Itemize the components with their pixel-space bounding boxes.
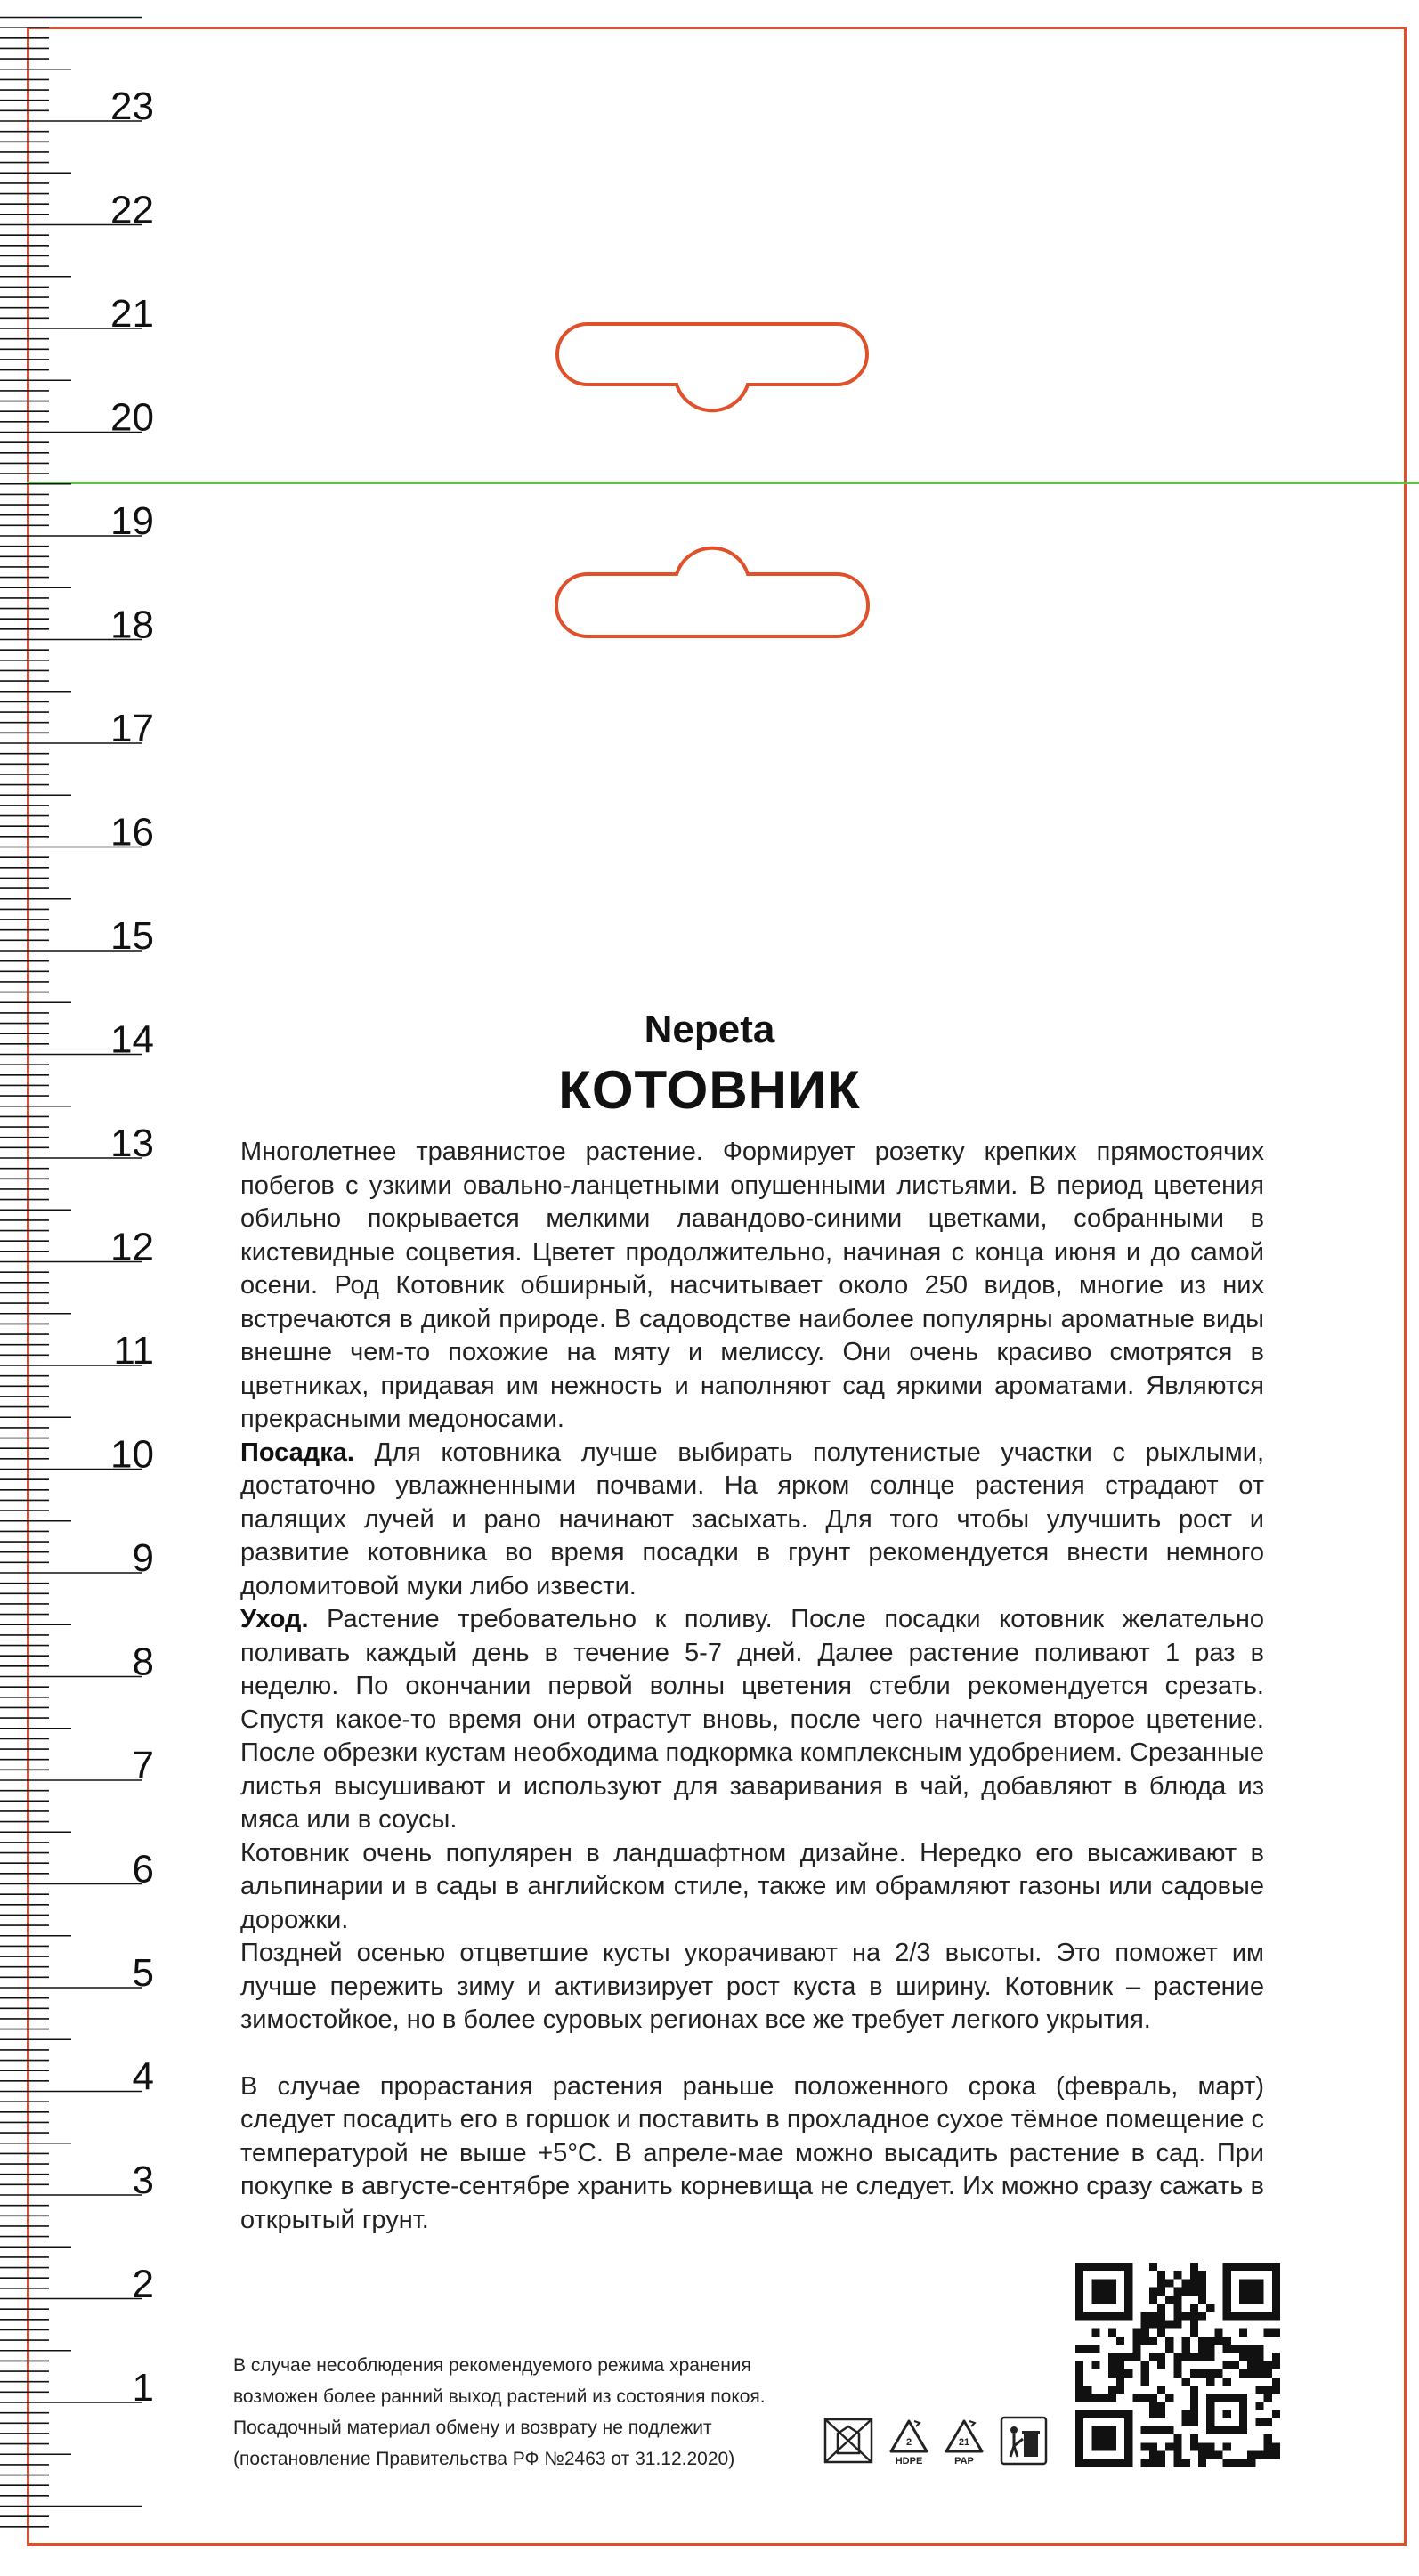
qr-module (1141, 2459, 1149, 2467)
qr-module (1255, 2418, 1263, 2426)
pap-recycle-icon (946, 2421, 982, 2467)
qr-module (1247, 2459, 1255, 2467)
qr-module (1116, 2386, 1124, 2394)
qr-module (1075, 2394, 1083, 2402)
qr-module (1190, 2279, 1198, 2287)
qr-module (1149, 2320, 1157, 2328)
qr-module (1264, 2418, 1272, 2426)
qr-module (1108, 2353, 1116, 2361)
qr-finder (1075, 2271, 1083, 2312)
qr-module (1264, 2394, 1272, 2402)
ruler-label: 4 (132, 2054, 154, 2099)
qr-module (1157, 2451, 1165, 2459)
qr-finder (1124, 2271, 1132, 2312)
qr-module (1149, 2426, 1157, 2434)
qr-module (1108, 2369, 1116, 2378)
qr-module (1223, 2337, 1231, 2345)
ruler-label: 22 (110, 188, 154, 232)
winter-paragraph: Поздней осенью отцветшие кусты укорачивают на 2/3 высоты. Это поможет им лучше пережить зиму и активизирует рост куста в ширину. Котовник – растение зимостойкое, но в более суровых регионах все же требует легкого укрытия. (240, 1939, 1264, 2034)
qr-module (1091, 2345, 1099, 2353)
ruler-label: 11 (113, 1329, 154, 1373)
qr-finder (1091, 2279, 1116, 2304)
qr-module (1141, 2320, 1149, 2328)
pap-code: 21 (958, 2437, 970, 2448)
qr-module (1206, 2451, 1214, 2459)
qr-module (1149, 2263, 1157, 2271)
ruler-label: 10 (110, 1432, 154, 1477)
qr-module (1165, 2426, 1173, 2434)
qr-module (1132, 2329, 1140, 2337)
ruler-label: 13 (110, 1122, 154, 1165)
qr-module (1157, 2361, 1165, 2369)
qr-module (1157, 2386, 1165, 2394)
qr-module (1173, 2288, 1181, 2296)
qr-module (1214, 2451, 1222, 2459)
qr-module (1141, 2426, 1149, 2434)
qr-module (1198, 2369, 1206, 2378)
qr-module (1157, 2304, 1165, 2312)
qr-module (1157, 2271, 1165, 2279)
qr-module (1190, 2410, 1198, 2418)
qr-module (1190, 2271, 1198, 2279)
qr-module (1247, 2451, 1255, 2459)
qr-module (1157, 2288, 1165, 2296)
ruler-label: 17 (110, 707, 154, 750)
care-paragraph (240, 1603, 1264, 1837)
qr-module (1075, 2361, 1083, 2369)
qr-finder (1239, 2279, 1264, 2304)
care-label: Уход. (240, 1605, 309, 1633)
qr-module (1198, 2451, 1206, 2459)
qr-module (1091, 2329, 1099, 2337)
qr-module (1198, 2312, 1206, 2320)
qr-module (1182, 2410, 1190, 2418)
qr-finder (1272, 2271, 1280, 2312)
qr-module (1141, 2337, 1149, 2345)
qr-module (1173, 2451, 1181, 2459)
qr-module (1190, 2369, 1198, 2378)
landscape-paragraph: Котовник очень популярен в ландшафтном дизайне. Нередко его высаживают в альпинарии и в сады в английском стиле, также им обрамляют газоны или садовые дорожки. (240, 1838, 1264, 1934)
qr-module (1100, 2394, 1108, 2402)
ruler-label: 14 (110, 1017, 154, 1062)
qr-module (1206, 2337, 1214, 2345)
pap-label: PAP (954, 2456, 974, 2467)
qr-module (1255, 2402, 1263, 2410)
paragraph-gap (240, 2037, 1264, 2070)
qr-module (1190, 2329, 1198, 2337)
qr-finder (1223, 2263, 1280, 2271)
qr-module (1190, 2434, 1198, 2442)
qr-module (1132, 2345, 1140, 2353)
qr-module (1157, 2329, 1165, 2337)
qr-module (1223, 2361, 1231, 2369)
qr-module (1247, 2353, 1255, 2361)
qr-module (1165, 2394, 1173, 2402)
qr-module (1255, 2353, 1263, 2361)
qr-module (1149, 2402, 1157, 2410)
qr-module (1182, 2312, 1190, 2320)
qr-module (1132, 2337, 1140, 2345)
qr-module (1214, 2337, 1222, 2345)
qr-finder (1075, 2312, 1132, 2320)
hdpe-code: 2 (905, 2437, 912, 2448)
recycling-icons (823, 2414, 1055, 2467)
qr-align (1206, 2402, 1214, 2426)
qr-module (1083, 2394, 1091, 2402)
qr-module (1272, 2329, 1280, 2337)
qr-module (1173, 2312, 1181, 2320)
hang-hole-bottom (534, 512, 890, 645)
qr-module (1190, 2320, 1198, 2328)
qr-module (1173, 2442, 1181, 2450)
no-food-contact-icon (825, 2419, 872, 2462)
qr-finder (1075, 2410, 1132, 2418)
storage-note (233, 2350, 856, 2475)
qr-module (1182, 2418, 1190, 2426)
qr-module (1108, 2386, 1116, 2394)
qr-module (1141, 2361, 1149, 2369)
early-sprouting-paragraph: В случае прорастания растения раньше положенного срока (февраль, март) следует посадить его в горшок и поставить в прохладное сухое тёмное помещение с температурой не выше +5°С. В апреле-мае можно высадить растение в сад. При покупке в августе-сентябре хранить корневища не следует. Их можно сразу сажать в открытый грунт. (240, 2071, 1264, 2234)
qr-module (1182, 2353, 1190, 2361)
qr-module (1141, 2369, 1149, 2378)
qr-module (1255, 2361, 1263, 2369)
ruler-label: 8 (132, 1640, 154, 1684)
qr-module (1173, 2271, 1181, 2279)
qr-module (1190, 2263, 1198, 2271)
planting-paragraph (240, 1437, 1264, 1604)
qr-module (1239, 2369, 1247, 2378)
ruler-label: 18 (110, 603, 154, 647)
qr-module (1190, 2353, 1198, 2361)
qr-module (1272, 2410, 1280, 2418)
qr-module (1264, 2434, 1272, 2442)
qr-module (1190, 2386, 1198, 2394)
qr-module (1149, 2337, 1157, 2345)
qr-module (1173, 2304, 1181, 2312)
qr-module (1075, 2386, 1083, 2394)
qr-module (1173, 2296, 1181, 2304)
qr-module (1157, 2402, 1165, 2410)
qr-module (1165, 2345, 1173, 2353)
qr-module (1141, 2442, 1149, 2450)
qr-module (1223, 2442, 1231, 2450)
qr-module (1272, 2353, 1280, 2361)
qr-module (1149, 2312, 1157, 2320)
qr-module (1272, 2386, 1280, 2394)
qr-module (1124, 2353, 1132, 2361)
qr-module (1255, 2386, 1263, 2394)
qr-module (1239, 2329, 1247, 2337)
qr-module (1198, 2279, 1206, 2287)
qr-module (1247, 2345, 1255, 2353)
ruler (0, 0, 154, 2576)
qr-module (1149, 2459, 1157, 2467)
qr-module (1182, 2459, 1190, 2467)
qr-module (1173, 2361, 1181, 2369)
planting-text: Для котовника лучше выбирать полутенистые участки с рыхлыми, достаточно увлажненными почвами. На ярком солнце растения страдают от палящих лучей и рано начинают засыхать. Для того чтобы улучшить рост и развитие котовника во время посадки в грунт рекомендуется внести немного доломитовой муки либо извести. (240, 1438, 1264, 1600)
hdpe-label: HDPE (895, 2456, 923, 2467)
qr-module (1264, 2369, 1272, 2378)
qr-module (1190, 2394, 1198, 2402)
qr-module (1165, 2442, 1173, 2450)
qr-module (1190, 2402, 1198, 2410)
qr-module (1157, 2353, 1165, 2361)
qr-module (1165, 2320, 1173, 2328)
planting-label: Посадка. (240, 1438, 354, 1467)
qr-module (1157, 2279, 1165, 2287)
description-paragraph: Многолетнее травянистое растение. Формирует розетку крепких прямостоячих побегов с узкими овально-ланцетными опушенными листьями. В период цветения обильно покрывается мелкими лавандово-синими цветками, собранными в кистевидные соцветия. Цветет продолжительно, начиная с конца июня и до самой осени. Род Котовник обширный, насчитывает около 250 видов, многие из них встречаются в дикой природе. В садоводстве наиболее популярны ароматные виды внешне чем-то похожие на мяту и мелиссу. Они очень красиво смотрятся в цветниках, придавая им нежность и наполняют сад яркими ароматами. Являются прекрасными медоносами. (240, 1138, 1264, 1433)
qr-module (1264, 2442, 1272, 2450)
qr-module (1206, 2304, 1214, 2312)
qr-finder (1223, 2271, 1231, 2312)
qr-module (1173, 2320, 1181, 2328)
storage-note-line: возможен более ранний выход растений из состояния покоя. (233, 2386, 766, 2407)
qr-module (1141, 2329, 1149, 2337)
qr-finder (1075, 2263, 1132, 2271)
qr-module (1239, 2459, 1247, 2467)
qr-module (1083, 2345, 1091, 2353)
qr-module (1157, 2320, 1165, 2328)
qr-module (1182, 2337, 1190, 2345)
qr-module (1223, 2378, 1231, 2386)
qr-module (1255, 2345, 1263, 2353)
qr-module (1190, 2418, 1198, 2426)
qr-module (1198, 2288, 1206, 2296)
qr-module (1239, 2353, 1247, 2361)
qr-module (1272, 2361, 1280, 2369)
ruler-label: 15 (110, 914, 154, 958)
qr-module (1149, 2296, 1157, 2304)
qr-module (1165, 2279, 1173, 2287)
qr-module (1206, 2442, 1214, 2450)
ruler-label: 5 (132, 1951, 154, 1995)
ruler-label: 21 (110, 292, 154, 336)
qr-code (1075, 2263, 1280, 2467)
qr-module (1149, 2451, 1157, 2459)
qr-module (1149, 2353, 1157, 2361)
qr-module (1264, 2451, 1272, 2459)
qr-module (1116, 2361, 1124, 2369)
latin-name: Nepeta (644, 1008, 775, 1051)
qr-module (1182, 2345, 1190, 2353)
qr-module (1149, 2442, 1157, 2450)
qr-module (1173, 2353, 1181, 2361)
qr-module (1255, 2451, 1263, 2459)
qr-module (1206, 2353, 1214, 2361)
qr-module (1247, 2361, 1255, 2369)
qr-module (1149, 2288, 1157, 2296)
ruler-label: 6 (132, 1847, 154, 1891)
qr-module (1223, 2345, 1231, 2353)
qr-module (1198, 2296, 1206, 2304)
qr-module (1132, 2394, 1140, 2402)
qr-align (1223, 2410, 1231, 2418)
qr-module (1182, 2279, 1190, 2287)
qr-module (1116, 2337, 1124, 2345)
qr-module (1083, 2386, 1091, 2394)
ruler-label: 2 (132, 2262, 154, 2306)
qr-module (1116, 2369, 1124, 2378)
qr-module (1214, 2369, 1222, 2378)
ruler-label: 3 (132, 2159, 154, 2202)
qr-module (1075, 2345, 1083, 2353)
storage-note-line: В случае несоблюдения рекомендуемого режима хранения (233, 2355, 751, 2376)
hang-hole-top (534, 312, 890, 427)
qr-module (1223, 2459, 1231, 2467)
qr-finder (1075, 2418, 1083, 2459)
qr-module (1239, 2345, 1247, 2353)
qr-module (1182, 2378, 1190, 2386)
qr-module (1173, 2459, 1181, 2467)
qr-module (1157, 2312, 1165, 2320)
qr-module (1190, 2304, 1198, 2312)
qr-module (1206, 2378, 1214, 2386)
qr-finder (1075, 2459, 1132, 2467)
qr-module (1231, 2361, 1239, 2369)
qr-module (1116, 2378, 1124, 2386)
qr-module (1190, 2442, 1198, 2450)
qr-align (1239, 2402, 1247, 2426)
qr-finder (1223, 2312, 1280, 2320)
qr-module (1206, 2345, 1214, 2353)
qr-align (1206, 2426, 1247, 2434)
qr-module (1264, 2361, 1272, 2369)
qr-module (1108, 2329, 1116, 2337)
trash-bin-icon (1001, 2418, 1046, 2464)
qr-module (1190, 2288, 1198, 2296)
qr-module (1075, 2369, 1083, 2378)
qr-module (1108, 2361, 1116, 2369)
cut-line (27, 482, 1419, 484)
qr-module (1091, 2394, 1099, 2402)
qr-module (1255, 2369, 1263, 2378)
qr-module (1157, 2410, 1165, 2418)
qr-module (1206, 2369, 1214, 2378)
qr-module (1075, 2378, 1083, 2386)
qr-module (1157, 2459, 1165, 2467)
qr-module (1198, 2459, 1206, 2467)
qr-module (1231, 2459, 1239, 2467)
ruler-label: 9 (132, 1536, 154, 1580)
qr-module (1141, 2312, 1149, 2320)
qr-module (1231, 2345, 1239, 2353)
ruler-label: 1 (132, 2366, 154, 2410)
ruler-label: 23 (110, 85, 154, 128)
qr-module (1149, 2394, 1157, 2402)
qr-module (1198, 2345, 1206, 2353)
qr-module (1124, 2369, 1132, 2378)
storage-note-line: Посадочный материал обмену и возврату не подлежит (233, 2418, 712, 2438)
qr-module (1165, 2296, 1173, 2304)
qr-module (1264, 2329, 1272, 2337)
storage-note-line: (постановление Правительства РФ №2463 от 31.12.2020) (233, 2449, 735, 2469)
qr-module (1214, 2329, 1222, 2337)
qr-module (1108, 2394, 1116, 2402)
qr-module (1247, 2369, 1255, 2378)
description-text (240, 1136, 1264, 2237)
qr-module (1272, 2451, 1280, 2459)
qr-module (1132, 2353, 1140, 2361)
qr-module (1198, 2353, 1206, 2361)
qr-align (1206, 2394, 1247, 2402)
qr-module (1091, 2361, 1099, 2369)
qr-module (1157, 2426, 1165, 2434)
care-text: Растение требовательно к поливу. После посадки котовник желательно поливать каждый день в течение 5-7 дней. Далее растение поливают 1 раз в неделю. По окончании первой волны цветения стебли рекомендуется срезать. Спустя какое-то время они отрастут вновь, после чего начнется второе цветение. После обрезки кустам необходима подкормка комплексным удобрением. Срезанные листья высушивают и используют для заваривания в чай, добавляют в блюда из мяса или в соусы. (240, 1605, 1264, 1834)
ruler-label: 19 (110, 499, 154, 543)
ruler-label: 7 (132, 1744, 154, 1787)
qr-module (1182, 2288, 1190, 2296)
qr-finder (1124, 2418, 1132, 2459)
qr-module (1141, 2394, 1149, 2402)
ruler-label: 12 (110, 1225, 154, 1269)
qr-module (1198, 2442, 1206, 2450)
ruler-label: 16 (110, 810, 154, 855)
qr-module (1149, 2410, 1157, 2418)
qr-module (1190, 2312, 1198, 2320)
qr-module (1173, 2434, 1181, 2442)
qr-module (1116, 2353, 1124, 2361)
qr-module (1198, 2337, 1206, 2345)
qr-finder (1091, 2426, 1116, 2451)
ruler-label: 20 (110, 395, 154, 440)
qr-module (1272, 2378, 1280, 2386)
qr-module (1141, 2378, 1149, 2386)
product-title: КОТОВНИК (558, 1060, 861, 1120)
hdpe-recycle-icon (891, 2421, 927, 2467)
qr-module (1264, 2386, 1272, 2394)
qr-module (1173, 2369, 1181, 2378)
qr-module (1198, 2271, 1206, 2279)
qr-module (1165, 2337, 1173, 2345)
qr-module (1272, 2442, 1280, 2450)
